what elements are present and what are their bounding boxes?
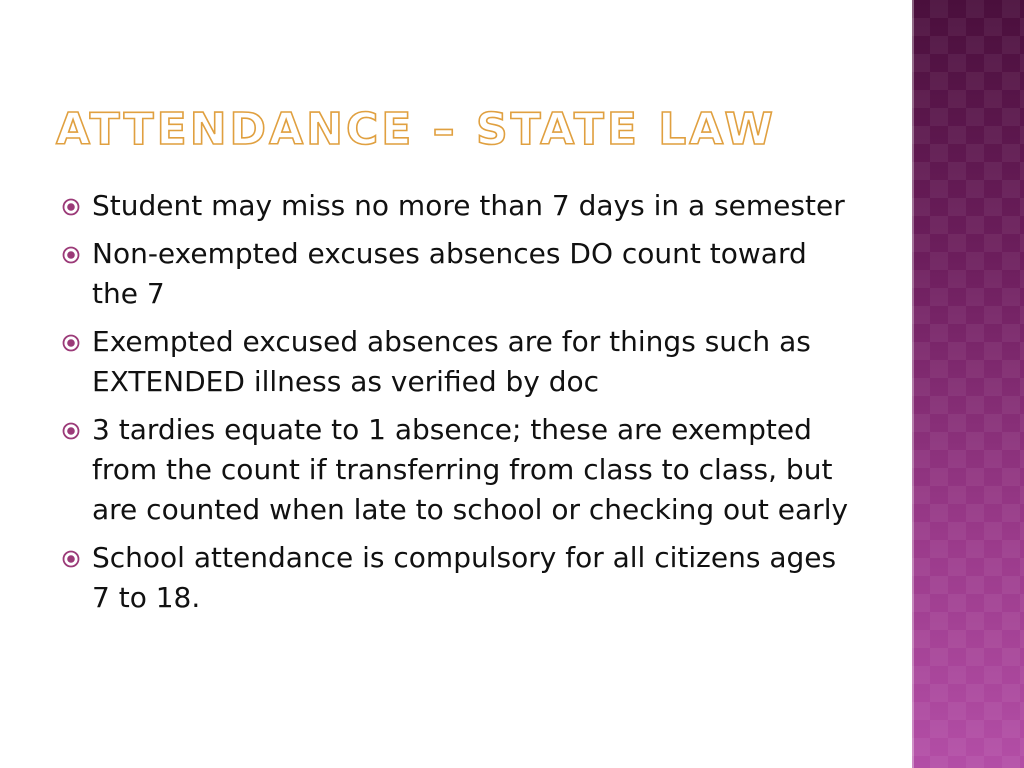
diamond-pattern — [912, 0, 1024, 768]
bullet-text: Student may miss no more than 7 days in a semester — [92, 189, 845, 222]
bullet-text: Non-exempted excuses absences DO count toward the 7 — [92, 237, 807, 310]
circle-dot-icon — [62, 198, 80, 216]
slide-title: ATTENDANCE – STATE LAW — [56, 104, 776, 155]
list-item — [60, 410, 860, 530]
circle-dot-icon — [62, 334, 80, 352]
list-item — [60, 186, 860, 226]
bullet-list — [60, 186, 860, 626]
bullet-text: 3 tardies equate to 1 absence; these are exempted from the count if transferring from class to class, but are counted when late to school or checking out early — [92, 413, 849, 526]
circle-dot-icon — [62, 550, 80, 568]
bullet-text: School attendance is compulsory for all citizens ages 7 to 18. — [92, 541, 837, 614]
list-item — [60, 234, 860, 314]
list-item — [60, 538, 860, 618]
circle-dot-icon — [62, 422, 80, 440]
list-item — [60, 322, 860, 402]
bullet-text: Exempted excused absences are for things such as EXTENDED illness as verified by doc — [92, 325, 811, 398]
circle-dot-icon — [62, 246, 80, 264]
decorative-side-panel — [912, 0, 1024, 768]
